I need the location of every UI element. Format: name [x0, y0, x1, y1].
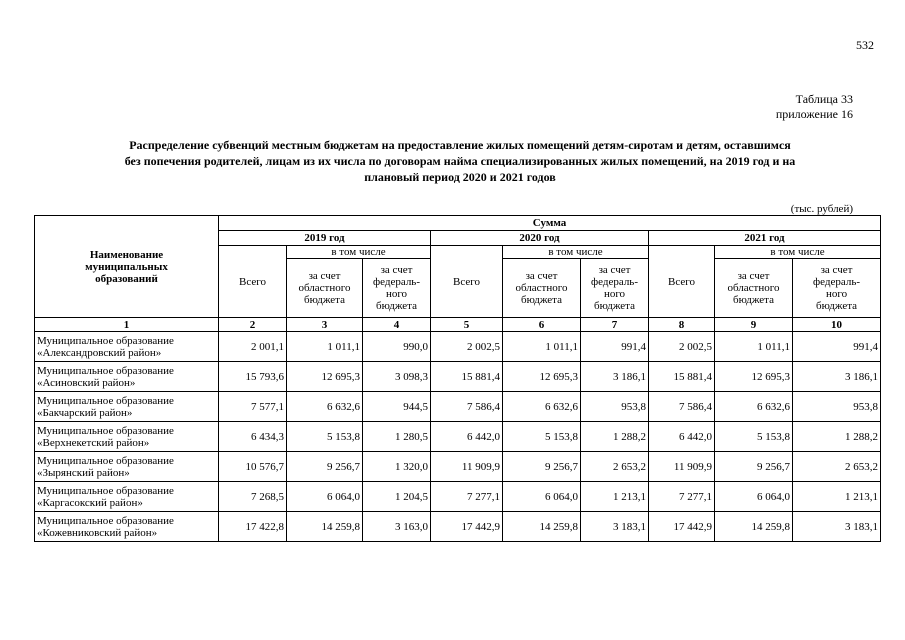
value-cell: 12 695,3 [503, 362, 581, 392]
header-line: ного [603, 288, 626, 300]
value-cell: 11 909,9 [649, 452, 715, 482]
header-regional-budget [287, 259, 363, 318]
table-row [35, 512, 881, 542]
name-line: Муниципальное образование [37, 484, 174, 497]
header-federal-budget [793, 259, 881, 318]
header-line: областного [298, 282, 351, 294]
header-total: Всего [431, 246, 503, 318]
column-number: 4 [363, 318, 431, 332]
header-sum: Сумма [219, 216, 881, 231]
value-cell: 6 434,3 [219, 422, 287, 452]
column-number: 9 [715, 318, 793, 332]
column-number: 2 [219, 318, 287, 332]
value-cell: 3 098,3 [363, 362, 431, 392]
header-line: областного [515, 282, 568, 294]
name-line: Муниципальное образование [37, 394, 174, 407]
name-line: Муниципальное образование [37, 424, 174, 437]
value-cell: 6 632,6 [715, 392, 793, 422]
header-line: за счет [308, 270, 341, 282]
value-cell: 17 422,8 [219, 512, 287, 542]
column-number: 1 [35, 318, 219, 332]
value-cell: 9 256,7 [715, 452, 793, 482]
header-total: Всего [649, 246, 715, 318]
appendix-number: приложение 16 [775, 107, 853, 121]
header-line: за счет [598, 264, 631, 276]
table-number: Таблица 33 [795, 92, 853, 106]
value-cell: 2 002,5 [431, 332, 503, 362]
header-line: ного [385, 288, 408, 300]
name-line: «Кожевниковский район» [37, 526, 158, 539]
name-line: «Каргасокский район» [37, 496, 143, 509]
value-cell: 991,4 [793, 332, 881, 362]
value-cell: 17 442,9 [431, 512, 503, 542]
value-cell: 1 320,0 [363, 452, 431, 482]
table-row [35, 422, 881, 452]
header-line: за счет [737, 270, 770, 282]
header-total: Всего [219, 246, 287, 318]
value-cell: 10 576,7 [219, 452, 287, 482]
value-cell: 990,0 [363, 332, 431, 362]
municipality-name [35, 362, 219, 392]
header-name-line: муниципальных [85, 260, 168, 273]
header-name-line: образований [95, 272, 158, 285]
table-row [35, 332, 881, 362]
header-name-line: Наименование [89, 248, 164, 261]
name-line: Муниципальное образование [37, 454, 174, 467]
municipality-name [35, 482, 219, 512]
header-federal-budget [363, 259, 431, 318]
value-cell: 3 163,0 [363, 512, 431, 542]
value-cell: 6 632,6 [287, 392, 363, 422]
name-line: «Асиновский район» [37, 376, 136, 389]
header-line: федераль- [813, 276, 861, 288]
name-line: «Александровский район» [37, 346, 162, 359]
value-cell: 7 277,1 [649, 482, 715, 512]
municipality-name [35, 392, 219, 422]
value-cell: 1 011,1 [287, 332, 363, 362]
value-cell: 6 442,0 [649, 422, 715, 452]
value-cell: 953,8 [581, 392, 649, 422]
value-cell: 7 577,1 [219, 392, 287, 422]
value-cell: 1 213,1 [793, 482, 881, 512]
table-row [35, 362, 881, 392]
header-line: за счет [820, 264, 853, 276]
header-line: бюджета [732, 294, 774, 306]
value-cell: 5 153,8 [287, 422, 363, 452]
value-cell: 7 586,4 [649, 392, 715, 422]
header-including: в том числе [715, 246, 881, 259]
header-regional-budget [503, 259, 581, 318]
document-title [50, 137, 870, 185]
name-line: Муниципальное образование [37, 334, 174, 347]
header-line: ного [825, 288, 848, 300]
header-line: федераль- [373, 276, 420, 288]
value-cell: 12 695,3 [287, 362, 363, 392]
column-number: 5 [431, 318, 503, 332]
municipality-name [35, 512, 219, 542]
value-cell: 6 442,0 [431, 422, 503, 452]
header-name-column [35, 216, 219, 318]
value-cell: 5 153,8 [715, 422, 793, 452]
name-line: «Верхнекетский район» [37, 436, 150, 449]
column-number: 7 [581, 318, 649, 332]
value-cell: 1 288,2 [581, 422, 649, 452]
value-cell: 991,4 [581, 332, 649, 362]
value-cell: 953,8 [793, 392, 881, 422]
value-cell: 7 586,4 [431, 392, 503, 422]
header-year-2019: 2019 год [219, 231, 431, 246]
value-cell: 1 011,1 [715, 332, 793, 362]
value-cell: 14 259,8 [287, 512, 363, 542]
value-cell: 9 256,7 [287, 452, 363, 482]
name-line: «Зырянский район» [37, 466, 130, 479]
value-cell: 2 653,2 [793, 452, 881, 482]
name-line: «Бакчарский район» [37, 406, 133, 419]
column-number: 6 [503, 318, 581, 332]
value-cell: 15 793,6 [219, 362, 287, 392]
value-cell: 6 064,0 [715, 482, 793, 512]
value-cell: 2 653,2 [581, 452, 649, 482]
value-cell: 11 909,9 [431, 452, 503, 482]
header-line: за счет [380, 264, 413, 276]
header-line: за счет [525, 270, 558, 282]
value-cell: 3 186,1 [581, 362, 649, 392]
value-cell: 3 183,1 [793, 512, 881, 542]
header-line: федераль- [591, 276, 638, 288]
title-line: плановый период 2020 и 2021 годов [364, 170, 556, 184]
value-cell: 1 213,1 [581, 482, 649, 512]
header-regional-budget [715, 259, 793, 318]
value-cell: 6 064,0 [287, 482, 363, 512]
municipality-name [35, 422, 219, 452]
table-row [35, 392, 881, 422]
value-cell: 3 186,1 [793, 362, 881, 392]
value-cell: 1 280,5 [363, 422, 431, 452]
header-year-2020: 2020 год [431, 231, 649, 246]
value-cell: 3 183,1 [581, 512, 649, 542]
header-line: бюджета [303, 294, 345, 306]
value-cell: 944,5 [363, 392, 431, 422]
value-cell: 14 259,8 [715, 512, 793, 542]
header-including: в том числе [503, 246, 649, 259]
value-cell: 12 695,3 [715, 362, 793, 392]
municipality-name [35, 452, 219, 482]
header-line: бюджета [816, 300, 858, 312]
column-number: 8 [649, 318, 715, 332]
value-cell: 1 204,5 [363, 482, 431, 512]
value-cell: 9 256,7 [503, 452, 581, 482]
value-cell: 1 288,2 [793, 422, 881, 452]
value-cell: 5 153,8 [503, 422, 581, 452]
header-including: в том числе [287, 246, 431, 259]
column-number: 3 [287, 318, 363, 332]
value-cell: 17 442,9 [649, 512, 715, 542]
table-reference [660, 92, 853, 122]
value-cell: 7 268,5 [219, 482, 287, 512]
table-row [35, 482, 881, 512]
subsidy-table [34, 215, 881, 542]
header-line: бюджета [520, 294, 562, 306]
column-number: 10 [793, 318, 881, 332]
value-cell: 7 277,1 [431, 482, 503, 512]
value-cell: 2 001,1 [219, 332, 287, 362]
page-number: 532 [856, 38, 874, 52]
name-line: Муниципальное образование [37, 514, 174, 527]
value-cell: 14 259,8 [503, 512, 581, 542]
title-line: Распределение субвенций местным бюджетам на предоставление жилых помещений детям-сиротам и детям, оставшимся [129, 138, 791, 152]
value-cell: 15 881,4 [649, 362, 715, 392]
table-row [35, 452, 881, 482]
header-federal-budget [581, 259, 649, 318]
name-line: Муниципальное образование [37, 364, 174, 377]
header-line: бюджета [593, 300, 635, 312]
header-line: бюджета [375, 300, 417, 312]
title-line: без попечения родителей, лицам из их числа по договорам найма специализированных жилых помещений, на 2019 год и на [124, 154, 796, 168]
header-year-2021: 2021 год [649, 231, 881, 246]
value-cell: 15 881,4 [431, 362, 503, 392]
municipality-name [35, 332, 219, 362]
units-note: (тыс. рублей) [790, 203, 853, 215]
value-cell: 2 002,5 [649, 332, 715, 362]
value-cell: 6 632,6 [503, 392, 581, 422]
value-cell: 1 011,1 [503, 332, 581, 362]
header-line: областного [727, 282, 780, 294]
value-cell: 6 064,0 [503, 482, 581, 512]
